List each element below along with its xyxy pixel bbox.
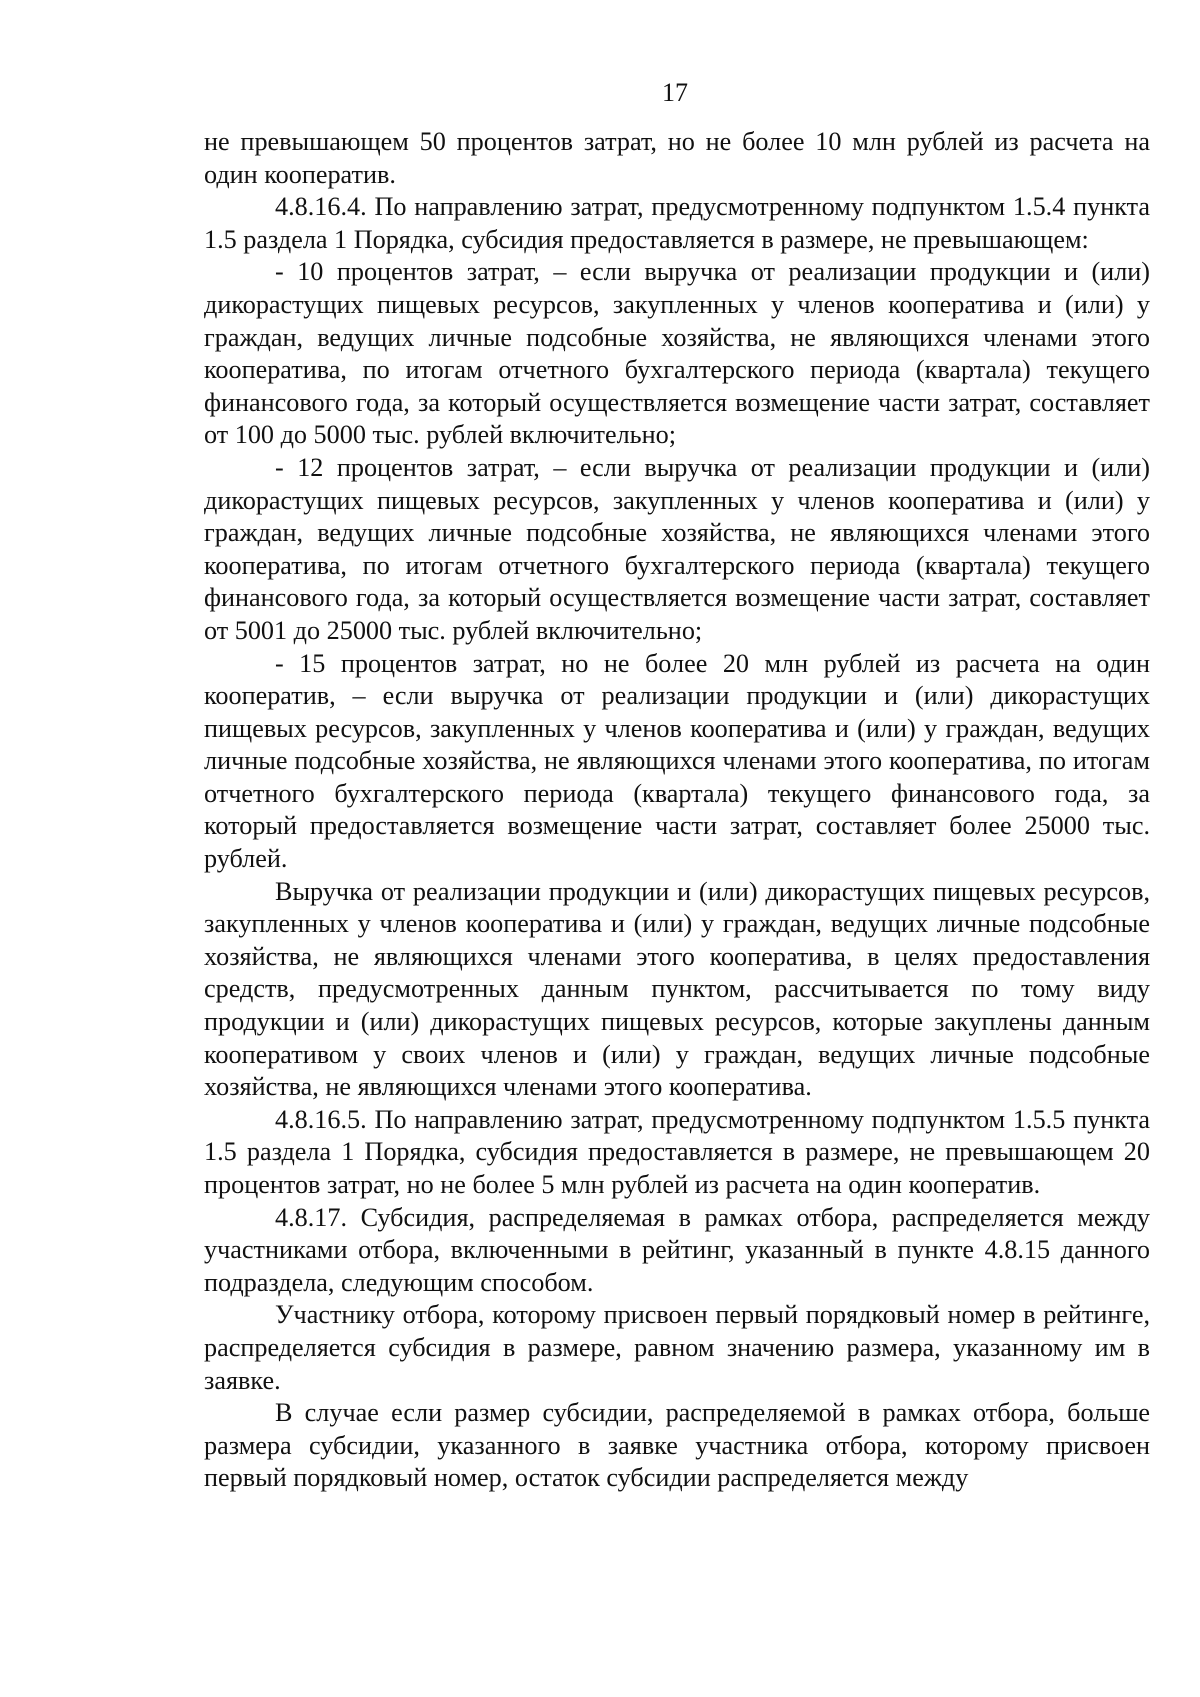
list-item-10-percent: - 10 процентов затрат, – если выручка от реализации продукции и (или) дикорастущих пищевых ресурсов, закупленных у членов кооператива и (или) у граждан, ведущих личные подсобные хозяйства, не являющихся членами этого кооператива, по итогам отчетного бухгалтерского периода (квартала) текущего финансового года, за который осуществляется возмещение части затрат, составляет от 100 до 5000 тыс. рублей включительно; bbox=[204, 257, 1150, 450]
list-item-15-percent: - 15 процентов затрат, но не более 20 млн рублей из расчета на один кооператив, – если выручка от реализации продукции и (или) дикорастущих пищевых ресурсов, закупленных у членов кооператива и (или) у граждан, ведущих личные подсобные хозяйства, не являющихся членами этого кооператива, по итогам отчетного бухгалтерского периода (квартала) текущего финансового года, за который предоставляется возмещение части затрат, составляет более 25000 тыс. рублей. bbox=[204, 648, 1150, 874]
paragraph-4-8-16-4: 4.8.16.4. По направлению затрат, предусмотренному подпунктом 1.5.4 пункта 1.5 раздела 1 Порядка, субсидия предоставляется в размере, не превышающем: bbox=[204, 192, 1150, 254]
page-number: 17 bbox=[662, 78, 688, 107]
paragraph-4-8-17: 4.8.17. Субсидия, распределяемая в рамках отбора, распределяется между участниками отбора, включенными в рейтинг, указанный в пункте 4.8.15 данного подраздела, следующим способом. bbox=[204, 1202, 1150, 1297]
list-item-12-percent: - 12 процентов затрат, – если выручка от реализации продукции и (или) дикорастущих пищевых ресурсов, закупленных у членов кооператива и (или) у граждан, ведущих личные подсобные хозяйства, не являющихся членами этого кооператива, по итогам отчетного бухгалтерского периода (квартала) текущего финансового года, за который осуществляется возмещение части затрат, составляет от 5001 до 25000 тыс. рублей включительно; bbox=[204, 452, 1150, 645]
paragraph-first-rank: Участнику отбора, которому присвоен первый порядковый номер в рейтинге, распределяется субсидия в размере, равном значению размера, указанному им в заявке. bbox=[204, 1300, 1150, 1395]
paragraph-continuation: не превышающем 50 процентов затрат, но не более 10 млн рублей из расчета на один кооператив. bbox=[204, 127, 1150, 189]
document-body bbox=[204, 126, 1150, 1495]
paragraph-4-8-16-5: 4.8.16.5. По направлению затрат, предусмотренному подпунктом 1.5.5 пункта 1.5 раздела 1 Порядка, субсидия предоставляется в размере, не превышающем 20 процентов затрат, но не более 5 млн рублей из расчета на один кооператив. bbox=[204, 1104, 1150, 1199]
paragraph-revenue: Выручка от реализации продукции и (или) дикорастущих пищевых ресурсов, закупленных у членов кооператива и (или) у граждан, ведущих личные подсобные хозяйства, не являющихся членами этого кооператива, в целях предоставления средств, предусмотренных данным пунктом, рассчитывается по тому виду продукции и (или) дикорастущих пищевых ресурсов, которые закуплены данным кооперативом у своих членов и (или) у граждан, ведущих личные подсобные хозяйства, не являющихся членами этого кооператива. bbox=[204, 876, 1150, 1102]
paragraph-remainder: В случае если размер субсидии, распределяемой в рамках отбора, больше размера субсидии, указанного в заявке участника отбора, которому присвоен первый порядковый номер, остаток субсидии распределяется между bbox=[204, 1398, 1150, 1493]
